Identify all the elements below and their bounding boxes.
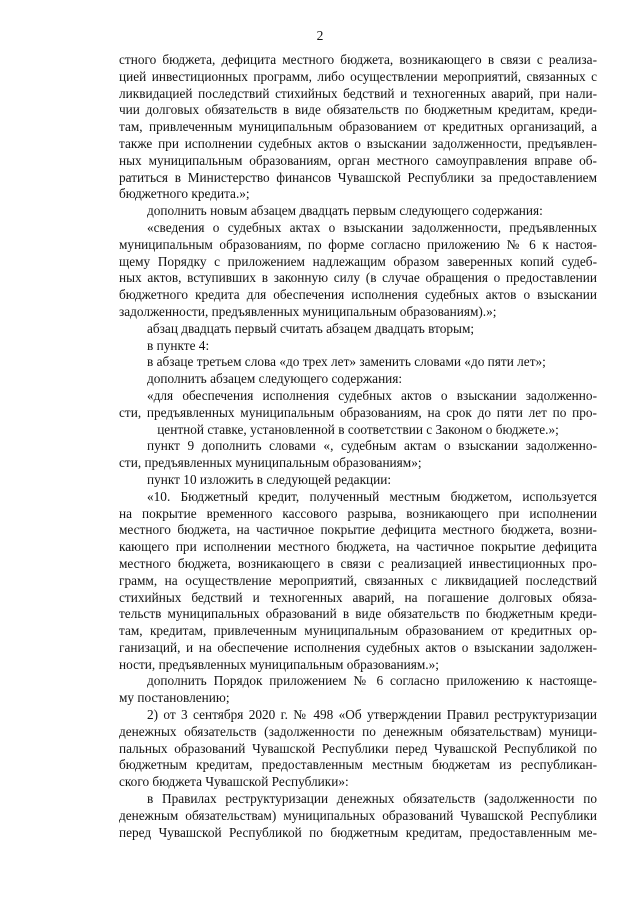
text-line: дополнить новым абзацем двадцать первым следующего содержания: bbox=[147, 203, 543, 219]
text-line: бюджетного кредита.»; bbox=[119, 186, 250, 202]
text-line: «сведения о судебных актах о взыскании задолженности, предъявленных bbox=[147, 219, 597, 235]
text-line: ского бюджета Чувашской Республики»: bbox=[119, 774, 349, 790]
text-line: ганизаций, и на обеспечение исполнения судебных актов о взыскании задолжен- bbox=[119, 639, 597, 655]
text-line: абзац двадцать первый считать абзацем двадцать вторым; bbox=[147, 320, 475, 336]
text-line: сти, предъявленных муниципальным образованиям»; bbox=[119, 455, 422, 471]
text-line: ных муниципальным образованиям, орган местного самоуправления вправе об- bbox=[119, 152, 597, 168]
text-line: грамм, на осуществление мероприятий, связанных с ликвидацией последствий bbox=[119, 572, 597, 588]
text-line: 2) от 3 сентября 2020 г. № 498 «Об утверждении Правил реструктуризации bbox=[147, 707, 597, 723]
text-line: пункт 9 дополнить словами «, судебным актам о взыскании задолженно- bbox=[147, 438, 597, 454]
text-line: дополнить абзацем следующего содержания: bbox=[147, 371, 403, 387]
text-line: «10. Бюджетный кредит, полученный местным бюджетом, используется bbox=[147, 488, 597, 504]
text-line: пункт 10 изложить в следующей редакции: bbox=[147, 471, 392, 487]
text-line: дополнить Порядок приложением № 6 согласно приложению к настояще- bbox=[147, 673, 597, 689]
text-line: ликвидацией последствий стихийных бедствий и техногенных аварий, при нали- bbox=[119, 85, 597, 101]
text-line: задолженности, предъявленных муниципальным образованиям).»; bbox=[119, 303, 497, 319]
text-line: центной ставке, установленной в соответствии с Законом о бюджете.»; bbox=[157, 421, 559, 437]
text-line: тельств муниципальных образований в виде обязательств по бюджетным креди- bbox=[119, 606, 597, 622]
text-line: стихийных бедствий и техногенных аварий, на погашение долговых обяза- bbox=[119, 589, 597, 605]
text-line: перед Чувашской Республикой по бюджетным кредитам, предоставленным ме- bbox=[119, 824, 597, 840]
text-line: «для обеспечения исполнения судебных актов о взыскании задолженно- bbox=[147, 387, 597, 403]
text-line: бюджетным кредитам, предоставленным местным бюджетам из республикан- bbox=[119, 757, 597, 773]
text-line: в абзаце третьем слова «до трех лет» заменить словами «до пяти лет»; bbox=[147, 354, 546, 370]
page-number: 2 bbox=[316, 28, 324, 43]
text-line: бюджетного кредита для обеспечения исполнения судебных актов о взыскании bbox=[119, 287, 597, 303]
text-line: стного бюджета, дефицита местного бюджета, возникающего в связи с реализа- bbox=[119, 52, 597, 67]
text-line: в Правилах реструктуризации денежных обязательств (задолженности по bbox=[147, 791, 597, 807]
text-line: му постановлению; bbox=[119, 690, 230, 706]
document-body bbox=[119, 52, 597, 841]
text-line: муниципальным образованиям, по форме согласно приложению № 6 к настоя- bbox=[119, 236, 597, 252]
text-line: сти, предъявленных муниципальным образованиям, на срок до пяти лет по про- bbox=[119, 404, 597, 420]
text-line: также при исполнении судебных актов о взыскании задолженности, предъявлен- bbox=[119, 135, 597, 151]
text-line: в пункте 4: bbox=[147, 337, 210, 353]
text-line: местного бюджета, на частичное покрытие дефицита местного бюджета, возни- bbox=[119, 522, 597, 538]
text-line: ных актов, вступивших в законную силу (в случае обращения о предоставлении bbox=[119, 270, 597, 286]
text-line: цией инвестиционных программ, либо осуществлении мероприятий, связанных с bbox=[119, 68, 597, 84]
text-line: чии долговых обязательств в виде обязательств по бюджетным кредитам, креди- bbox=[119, 102, 597, 118]
text-line: пальных образований Чувашской Республики перед Чувашской Республикой по bbox=[119, 740, 597, 756]
text-line: ности, предъявленных муниципальным образованиям.»; bbox=[119, 656, 439, 672]
text-line: денежных обязательств (задолженности по денежным обязательствам) муници- bbox=[119, 723, 597, 739]
text-line: ратиться в Министерство финансов Чувашской Республики за предоставлением bbox=[119, 169, 597, 185]
text-line: там, привлеченным муниципальным образованием от кредитных организаций, а bbox=[119, 119, 597, 135]
text-line: кающего при исполнении местного бюджета, на частичное покрытие дефицита bbox=[119, 539, 597, 555]
text-line: там, кредитам, привлеченным муниципальным образованием от кредитных ор- bbox=[119, 623, 597, 639]
text-line: щему Порядку с приложением надлежащим образом заверенных копий судеб- bbox=[119, 253, 597, 269]
text-line: на покрытие временного кассового разрыва, возникающего при исполнении bbox=[119, 505, 597, 521]
text-line: местного бюджета, возникающего в связи с реализацией инвестиционных про- bbox=[119, 555, 597, 571]
text-line: денежным обязательствам) муниципальных образований Чувашской Республики bbox=[119, 807, 597, 823]
